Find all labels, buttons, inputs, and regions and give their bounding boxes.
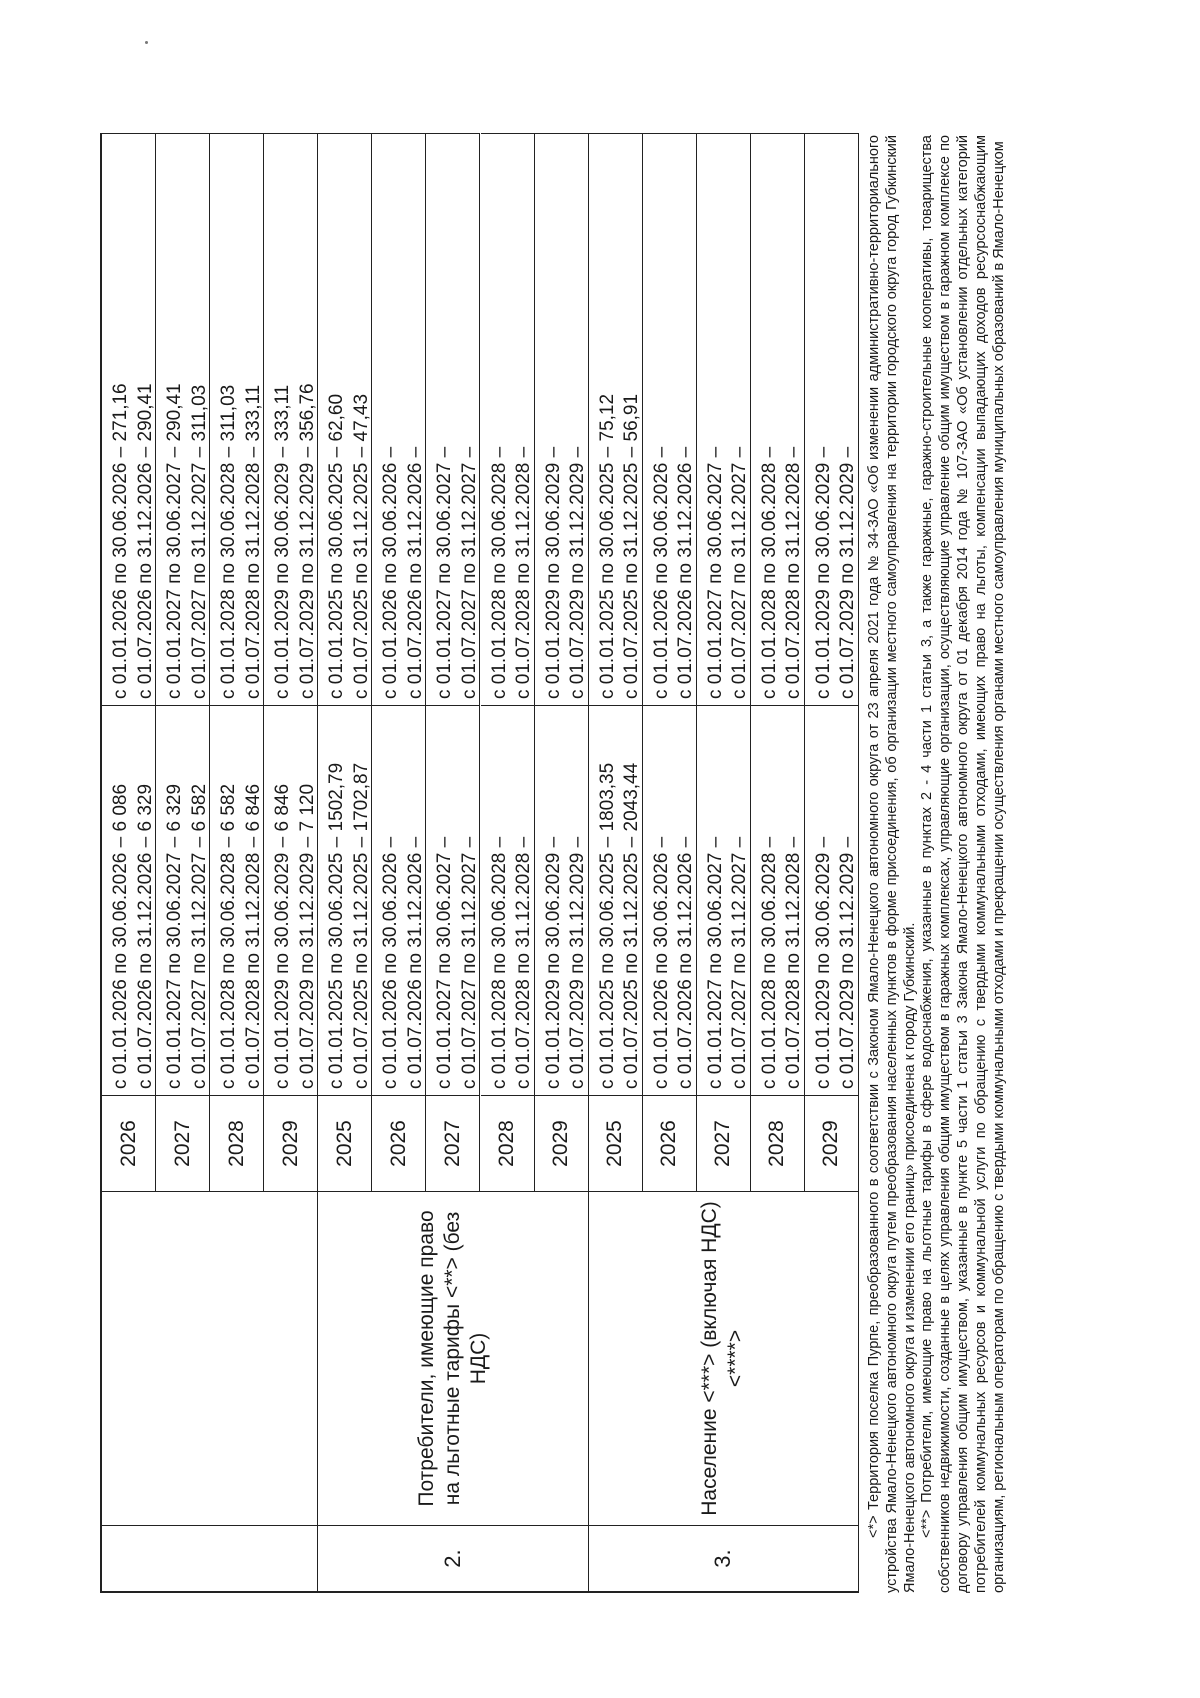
tariff-period-cell-b — [589, 133, 643, 705]
tariff-period-cell-a — [481, 705, 535, 1095]
tariff-period-line: с 01.07.2027 по 31.12.2027 – — [729, 446, 751, 699]
year-cell: 2029 — [264, 1095, 318, 1191]
year-cell: 2027 — [697, 1095, 751, 1191]
tariff-period-cell-b — [264, 133, 318, 705]
tariff-period-line: с 01.07.2026 по 31.12.2026 – — [404, 836, 426, 1089]
tariff-period-line: с 01.07.2029 по 31.12.2029 – — [837, 446, 859, 699]
tariff-period-line: с 01.01.2027 по 30.06.2027 – — [434, 446, 456, 699]
year-cell: 2025 — [318, 1095, 372, 1191]
tariff-period-line: с 01.07.2027 по 31.12.2027 – — [729, 836, 751, 1089]
tariff-period-line: с 01.01.2027 по 30.06.2027 – 6 329 — [164, 783, 186, 1089]
tariff-period-line: с 01.01.2029 по 30.06.2029 – — [812, 836, 834, 1089]
tariff-period-cell-a — [264, 705, 318, 1095]
tariff-period-line: с 01.01.2028 по 30.06.2028 – — [488, 836, 510, 1089]
tariff-period-cell-b — [372, 133, 426, 705]
tariff-period-line: с 01.01.2026 по 30.06.2026 – — [650, 446, 672, 699]
tariff-period-cell-b — [210, 133, 264, 705]
tariff-period-line: с 01.07.2028 по 31.12.2028 – 6 846 — [242, 783, 264, 1089]
tariff-period-line: с 01.01.2028 по 30.06.2028 – — [758, 836, 780, 1089]
tariff-period-cell-a — [535, 705, 589, 1095]
tariff-period-cell-a — [643, 705, 697, 1095]
tariff-period-line: с 01.07.2028 по 31.12.2028 – — [513, 836, 534, 1089]
year-cell: 2027 — [426, 1095, 480, 1191]
tariff-period-line: с 01.01.2028 по 30.06.2028 – 6 582 — [218, 783, 240, 1089]
tariff-period-line: с 01.07.2027 по 31.12.2027 – — [458, 836, 480, 1089]
year-cell: 2029 — [805, 1095, 859, 1191]
tariff-period-line: с 01.07.2026 по 31.12.2026 – 290,41 — [134, 383, 156, 699]
consumer-category: Население <***> (включая НДС) <****> — [589, 1191, 859, 1525]
tariff-period-cell-b — [156, 133, 210, 705]
year-cell: 2028 — [751, 1095, 805, 1191]
tariff-period-cell-b — [102, 133, 156, 705]
tariff-period-line: с 01.07.2029 по 31.12.2029 – — [567, 836, 589, 1089]
tariff-period-cell-a — [697, 705, 751, 1095]
tariff-period-line: с 01.01.2025 по 30.06.2025 – 75,12 — [596, 393, 618, 699]
tariff-period-cell-b — [697, 133, 751, 705]
tariff-period-line: с 01.07.2025 по 31.12.2025 – 2043,44 — [621, 762, 643, 1089]
tariff-period-line: с 01.07.2028 по 31.12.2028 – 333,11 — [242, 384, 264, 699]
year-cell: 2028 — [210, 1095, 264, 1191]
tariff-period-cell-b — [426, 133, 480, 705]
tariff-period-line: с 01.07.2025 по 31.12.2025 – 1702,87 — [350, 762, 372, 1089]
tariff-period-line: с 01.07.2028 по 31.12.2028 – — [783, 446, 805, 699]
tariff-period-line: с 01.07.2026 по 31.12.2026 – — [675, 836, 697, 1089]
tariff-period-line: с 01.01.2025 по 30.06.2025 – 62,60 — [326, 393, 348, 699]
year-cell: 2026 — [643, 1095, 697, 1191]
tariff-period-line: с 01.01.2029 по 30.06.2029 – — [542, 836, 564, 1089]
tariff-period-line: с 01.07.2025 по 31.12.2025 – 47,43 — [350, 393, 372, 699]
tariff-period-line: с 01.07.2029 по 31.12.2029 – — [837, 836, 859, 1089]
tariff-period-line: с 01.07.2029 по 31.12.2029 – 7 120 — [296, 783, 318, 1089]
tariff-period-line: с 01.07.2028 по 31.12.2028 – — [513, 446, 534, 699]
tariff-period-cell-a — [210, 705, 264, 1095]
tariff-period-cell-a — [426, 705, 480, 1095]
year-cell: 2028 — [481, 1095, 535, 1191]
tariff-period-cell-a — [805, 705, 859, 1095]
year-cell: 2025 — [589, 1095, 643, 1191]
consumer-category: Потребители, имеющие право на льготные тарифы <**> (без НДС) — [318, 1191, 588, 1525]
year-cell: 2029 — [535, 1095, 589, 1191]
tariff-period-line: с 01.07.2027 по 31.12.2027 – 6 582 — [188, 783, 210, 1089]
tariff-period-cell-a — [372, 705, 426, 1095]
tariff-period-line: с 01.01.2028 по 30.06.2028 – 311,03 — [218, 384, 240, 699]
tariff-period-cell-a — [589, 705, 643, 1095]
tariff-period-line: с 01.01.2026 по 30.06.2026 – 271,16 — [110, 383, 131, 699]
tariff-period-cell-a — [751, 705, 805, 1095]
year-cell: 2026 — [372, 1095, 426, 1191]
tariff-period-line: с 01.01.2026 по 30.06.2026 – 6 086 — [110, 783, 131, 1089]
tariff-period-line: с 01.01.2025 по 30.06.2025 – 1502,79 — [326, 762, 348, 1089]
tariff-table — [100, 133, 859, 1593]
row-number: 3. — [589, 1525, 859, 1591]
tariff-period-line: с 01.01.2027 по 30.06.2027 – — [704, 446, 726, 699]
tariff-period-line: с 01.01.2027 по 30.06.2027 – — [434, 836, 456, 1089]
tariff-period-line: с 01.01.2029 по 30.06.2029 – — [812, 446, 834, 699]
tariff-period-cell-b — [751, 133, 805, 705]
tariff-period-line: с 01.01.2026 по 30.06.2026 – — [650, 836, 672, 1089]
tariff-period-cell-b — [535, 133, 589, 705]
footnote-privileged-consumers: <**> Потребители, имеющие право на льготные тарифы в сфере водоснабжения, указанные в пунктах 2 - 4 части 1 статьи 3, а также гаражные, гаражно-строительные кооперативы, товарищества собственников недвижимости, созданные в целях управления общим имуществом в гаражных комплексах, управляющие организации, осуществляющие управление общим имуществом в гаражном комплексе по договору управления общим имуществом, указанные в пункте 5 части 1 статьи 3 Закона Ямало-Ненецкого автономного округа от 01 декабря 2014 года № 107-ЗАО «Об установлении отдельных категорий потребителей коммунальных ресурсов и коммунальной услуги по обращению с твердыми коммунальными отходами, имеющих право на льготы, компенсации выпадающих доходов ресурсоснабжающим организациям, региональным операторам по обращению с твердыми коммунальными отходами и прекращении осуществления органами местного самоуправления муниципальных образований в Ямало-Ненецком — [919, 135, 1007, 1593]
tariff-period-cell-a — [156, 705, 210, 1095]
row-number: 2. — [318, 1525, 588, 1591]
tariff-period-line: с 01.01.2028 по 30.06.2028 – — [758, 446, 780, 699]
tariff-period-line: с 01.07.2026 по 31.12.2026 – — [675, 446, 697, 699]
tariff-period-line: с 01.07.2025 по 31.12.2025 – 56,91 — [621, 393, 643, 699]
tariff-period-line: с 01.07.2026 по 31.12.2026 – — [404, 446, 426, 699]
consumer-category — [102, 1191, 318, 1525]
tariff-period-cell-b — [318, 133, 372, 705]
tariff-period-line: с 01.01.2028 по 30.06.2028 – — [488, 446, 510, 699]
tariff-period-line: с 01.07.2029 по 31.12.2029 – 356,76 — [296, 383, 318, 699]
tariff-period-cell-a — [102, 705, 156, 1095]
tariff-period-line: с 01.01.2025 по 30.06.2025 – 1803,35 — [596, 762, 618, 1089]
year-cell: 2027 — [156, 1095, 210, 1191]
tariff-period-cell-b — [805, 133, 859, 705]
tariff-period-line: с 01.01.2027 по 30.06.2027 – — [704, 836, 726, 1089]
tariff-period-line: с 01.01.2027 по 30.06.2027 – 290,41 — [164, 383, 186, 699]
tariff-period-line: с 01.07.2027 по 31.12.2027 – — [458, 446, 480, 699]
tariff-period-line: с 01.07.2029 по 31.12.2029 – — [567, 446, 589, 699]
tariff-period-line: с 01.07.2026 по 31.12.2026 – 6 329 — [134, 783, 156, 1089]
tariff-period-line: с 01.07.2028 по 31.12.2028 – — [783, 836, 805, 1089]
tariff-period-cell-b — [643, 133, 697, 705]
tariff-period-line: с 01.01.2026 по 30.06.2026 – — [380, 836, 402, 1089]
row-number — [102, 1525, 318, 1591]
footnotes — [866, 135, 1008, 1593]
tariff-period-line: с 01.01.2029 по 30.06.2029 – 333,11 — [272, 384, 294, 699]
tariff-period-line: с 01.01.2026 по 30.06.2026 – — [380, 446, 402, 699]
year-cell: 2026 — [102, 1095, 156, 1191]
scan-speck — [145, 41, 148, 44]
tariff-period-cell-a — [318, 705, 372, 1095]
tariff-period-line: с 01.07.2027 по 31.12.2027 – 311,03 — [188, 384, 210, 699]
tariff-period-cell-b — [481, 133, 535, 705]
footnote-territory: <*> Территория поселка Пурпе, преобразованного в соответствии с Законом Ямало-Ненецкого автономного округа от 23 апреля 2021 года № 34-ЗАО «Об изменении административно-территориального устройства Ямало-Ненецкого автономного округа путем преобразования населенных пунктов в форме присоединения, об организации местного самоуправления на территории городского округа город Губкинский Ямало-Ненецкого автономного округа и изменении его границ» присоединена к городу Губкинский. — [866, 135, 918, 1593]
tariff-period-line: с 01.01.2029 по 30.06.2029 – 6 846 — [272, 783, 294, 1089]
tariff-period-line: с 01.01.2029 по 30.06.2029 – — [542, 446, 564, 699]
